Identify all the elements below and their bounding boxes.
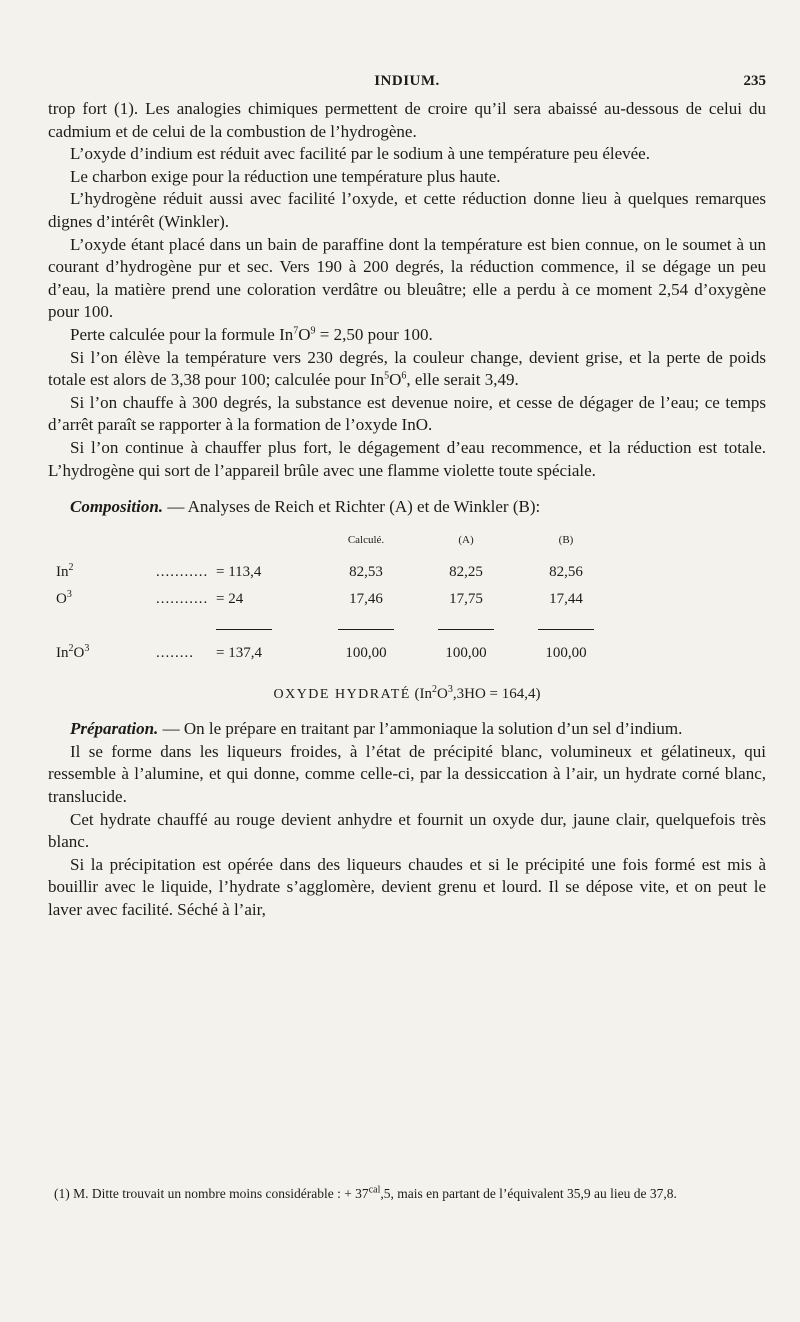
sum-rule [216, 629, 272, 630]
leader-dots: ........... [156, 564, 209, 581]
superscript: 9 [310, 325, 316, 337]
calcule-cell: 100,00 [345, 645, 387, 662]
text-run: Perte calculée pour la formule In [70, 324, 294, 344]
superscript: 6 [401, 370, 407, 382]
paragraph: Le charbon exige pour la réduction une température plus haute. [70, 166, 501, 186]
composition-text: — Analyses de Reich et Richter (A) et de Winkler (B): [163, 497, 541, 517]
analysis-a-cell: 17,75 [449, 590, 483, 607]
text-run: Si l’on élève la température vers 230 degrés, la couleur change, devient grise, et la perte de poids totale est alors de 3,38 pour 100; calculée pour In [48, 347, 766, 390]
analysis-b-cell: 82,56 [549, 564, 583, 581]
analysis-b-cell: 100,00 [545, 645, 587, 662]
leader-dots: ........ [156, 645, 194, 662]
sum-rule [538, 629, 594, 630]
hydrate-label: OXYDE HYDRATÉ [273, 686, 411, 702]
text-run: , elle serait 3,49. [406, 370, 519, 390]
leader-dots: ........... [156, 590, 209, 607]
analysis-b-cell: 17,44 [549, 590, 583, 607]
body-text [48, 98, 766, 922]
paragraph: trop fort (1). Les analogies chimiques permettent de croire qu’il sera abaissé au-dessous de celui du cadmium et de celui de la combustion de l’hydrogène. [48, 99, 766, 141]
paragraph [48, 347, 766, 392]
formula-cell: $O^3$ [56, 588, 72, 607]
text-run: O [298, 324, 311, 344]
preparation-lead: Préparation. [70, 719, 159, 739]
paragraph: L’oxyde étant placé dans un bain de paraffine dont la température est bien connue, on le soumet à un courant d’hydrogène pur et sec. Vers 190 à 200 degrés, la réduction commence, il se dégage un peu d’eau, la matière prend une coloration verdâtre ou bleuâtre; elle a perdu à ce moment 2,54 d’oxygène pour 100. [48, 234, 766, 322]
paragraph: Si l’on continue à chauffer plus fort, le dégagement d’eau recommence, et la réduction est totale. L’hydrogène qui sort de l’appareil brûle avec une flamme violette toute spéciale. [48, 437, 766, 480]
paragraph: L’oxyde d’indium est réduit avec facilité par le sodium à une température peu élevée. [70, 144, 650, 164]
running-title: INDIUM. [374, 73, 440, 89]
superscript: 7 [293, 325, 299, 337]
sum-rule [438, 629, 494, 630]
column-header: (A) [458, 533, 474, 546]
composition-lead: Composition. [70, 497, 164, 517]
calcule-cell: 17,46 [349, 590, 383, 607]
formula-cell: In$^2$ [56, 562, 74, 581]
text-run: O [389, 370, 402, 390]
formula-cell: $In^2O^3$ [56, 643, 90, 662]
analysis-a-cell: 100,00 [445, 645, 487, 662]
table-header-row [56, 529, 616, 560]
hydrate-formula: OXYDE HYDRATÉ $(In^2O^3,3HO = 164,4)$ [273, 683, 541, 702]
table-row [56, 586, 616, 613]
table-total-row [56, 640, 616, 667]
calcule-cell: 82,53 [349, 564, 383, 581]
weight-cell: = 24 [216, 590, 244, 607]
column-header: Calculé. [347, 533, 385, 546]
footnote: (1) M. Ditte trouvait un nombre moins considérable : + $37^{cal},5$, mais en partant de l’équivalent 35,9 au lieu de 37,8. [54, 1184, 677, 1201]
sum-rule [338, 629, 394, 630]
weight-cell: = 137,4 [216, 645, 262, 662]
paragraph: L’hydrogène réduit aussi avec facilité l’oxyde, et cette réduction donne lieu à quelques remarques dignes d’intérêt (Winkler). [48, 189, 766, 231]
analysis-a-cell: 82,25 [449, 564, 483, 581]
paragraph: Si l’on chauffe à 300 degrés, la substance est devenue noire, et cesse de dégager de l’eau; ce temps d’arrêt paraît se rapporter à la formation de l’oxyde InO. [48, 392, 766, 435]
table-row [56, 559, 616, 586]
running-head [48, 73, 766, 95]
composition-table [56, 529, 616, 667]
page-number: 235 [743, 73, 766, 89]
paragraph: Cet hydrate chauffé au rouge devient anhydre et fournit un oxyde dur, jaune clair, quelquefois très blanc. [48, 809, 766, 852]
superscript: 5 [384, 370, 390, 382]
text-run: = 2,50 pour 100. [315, 324, 433, 344]
paragraph: Il se forme dans les liqueurs froides, à l’état de précipité blanc, volumineux et gélatineux, qui ressemble à l’alumine, et qui donne, comme celle-ci, par la dessiccation à l’air, un hydrate corné blanc, translucide. [48, 741, 766, 807]
paragraph: Si la précipitation est opérée dans des liqueurs chaudes et si le précipité une fois formé est mis à bouillir avec le liquide, l’hydrate s’agglomère, devient grenu et lourd. Il se dépose vite, et on peut le laver avec facilité. Séché à l’air, [48, 854, 766, 919]
preparation-text: — On le prépare en traitant par l’ammoniaque la solution d’un sel d’indium. [158, 719, 683, 739]
preparation-paragraph [48, 718, 766, 741]
column-header: (B) [558, 533, 574, 546]
sum-rule-row [56, 612, 616, 640]
paragraph [48, 324, 766, 347]
composition-heading [48, 496, 766, 519]
weight-cell: = 113,4 [216, 564, 262, 581]
